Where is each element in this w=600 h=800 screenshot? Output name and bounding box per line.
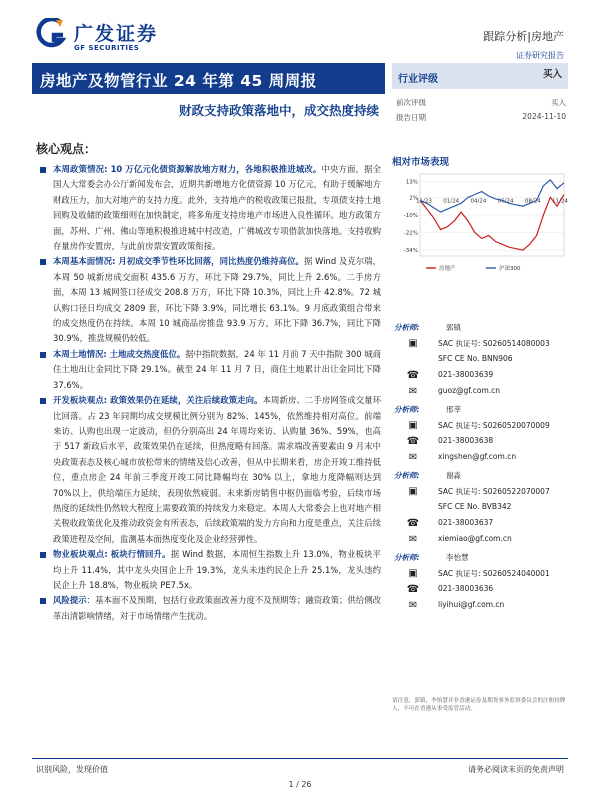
y-tick-label: 2% xyxy=(409,195,418,202)
paragraph-lead: 开发板块观点: 政策效果仍在延续，关注后续政策走向。 xyxy=(53,395,263,406)
analyst-cert: SAC 执证号: S0260522070007 xyxy=(438,487,550,496)
x-tick-label: 06/24 xyxy=(497,198,514,205)
chart-title: 相对市场表现 xyxy=(392,157,450,168)
analyst-card xyxy=(394,552,570,614)
analyst-phone: 021-38003638 xyxy=(438,436,494,445)
report-date-label: 报告日期 xyxy=(396,113,426,122)
y-tick-label: -10% xyxy=(403,213,418,219)
analyst-name: 邢莘 xyxy=(446,405,461,414)
bullet-square-icon xyxy=(40,259,46,265)
paragraph-text: 中央方面，据全国人大常委会办公厅新闻发布会，近期共新增地方化债资源 10 万亿元，有助于缓解地方财政压力，加大对地产的支持力度。此外，支持地产的税收政策已报批，专项债支持土地回购及收储的政策细则在加快制定，将多角度支持房地产市场进入良性循环。地方政策方面，苏州、广州、佛山等地积极推进城中村改造，广佛城改专项借款加快落地。支持收购存量房作安置房，与此前房票安置政策衔接。 xyxy=(53,164,381,252)
phone-icon: ☎ xyxy=(406,584,420,595)
bullet-square-icon xyxy=(40,552,46,558)
relative-performance-chart xyxy=(392,168,568,278)
bullet-square-icon xyxy=(40,398,46,404)
paragraph-lead: 本周土地情况: 土地成交热度低位。 xyxy=(53,348,186,359)
x-tick-label: 11/24 xyxy=(552,198,568,205)
paragraph-text: 本周新房、二手房网签成交量环比回落。占 23 年同期均成交规模比例分别为 82%、145%，依然维持相对高位。前端来访、认购也出现一定波动，但仍分别高出 24 年周均来访、认购量 36%、59%，也高于 517 新政后水平，政策效果仍在延续，但热度略有回落。需求端改善要素由 9 月末中央政策表态及核心城市放松带来的情绪及信心改善，但从中长期来看，房企开竣工维持低位，重点房企 24 年前三季度开竣工同比降幅均在 30% 以上，拿地力度降幅则达到 70%以上，供给端压力延续，表现依然疲弱。未来新房销售中枢仍面临考验，后续市场热度的延续性仍然较大程度上需要政策的持续发力来稳定。本周人大常委会上也对地产相关税收政策优化及推动政资金有所表态，后续政策端的发力方向和力度是重点，关注后续政策进程及空间，监测基本面热度变化及企业经营弹性。 xyxy=(53,395,382,544)
analyst-email[interactable]: xingshen@gf.com.cn xyxy=(438,452,517,461)
logo-text-cn: 广发证券 xyxy=(74,23,159,45)
series-line xyxy=(420,180,564,212)
property-management-paragraph xyxy=(36,547,381,593)
analyst-name: 郭镇 xyxy=(446,323,461,332)
license-note: 请注意，郭镇、李怡慧并非香港证券及期货事务监察委员会的注册持牌人，不可在香港从事受监管活动。 xyxy=(392,698,566,712)
paragraph-text: 据 Wind 数据，本周恒生指数上升 13.0%，物业板块平均上升 11.4%，其中龙头央国企上升 19.3%，龙头未违约民企上升 25.1%，龙头违约民企上升 18.8%，物业板块 PE7.5x。 xyxy=(53,549,382,590)
bullet-square-icon xyxy=(40,352,46,358)
report-title: 房地产及物管行业 24 年第 45 周周报 xyxy=(32,63,385,94)
y-tick-label: -22% xyxy=(403,230,418,237)
gf-logo-icon xyxy=(36,18,66,50)
paragraph-text: ：基本面不及预期，包括行业政策面改善力度不及预期等；融资政策；供给侧改革出清影响情绪，对于市场情绪产生扰动。 xyxy=(53,595,382,621)
paragraph-lead: 本周基本面情况: 月初成交季节性环比回落，同比热度仍维持高位。 xyxy=(53,256,304,267)
footer-slogan: 识别风险，发现价值 xyxy=(36,765,108,774)
report-date-value: 2024-11-10 xyxy=(522,112,566,121)
legend-label: 房地产 xyxy=(439,266,456,272)
email-icon: ✉ xyxy=(408,452,418,463)
analyst-cert: SAC 执证号: S0260524040001 xyxy=(438,569,550,578)
analyst-sfc: SFC CE No. BNN906 xyxy=(438,354,513,363)
company-logo xyxy=(36,18,176,54)
developer-paragraph xyxy=(36,393,381,547)
core-points-body xyxy=(36,162,381,624)
analyst-email[interactable]: liyihui@gf.com.cn xyxy=(438,600,505,609)
rating-label: 行业评级 xyxy=(398,74,438,85)
footer-disclaimer-link[interactable]: 请务必阅读末页的免责声明 xyxy=(468,765,564,774)
email-icon: ✉ xyxy=(408,600,418,611)
land-paragraph xyxy=(36,347,381,393)
email-icon: ✉ xyxy=(408,534,418,545)
y-tick-label: -34% xyxy=(403,248,418,255)
footer-divider xyxy=(32,758,568,759)
paragraph-text: 据 Wind 及克尔瑞，本周 50 城新房成交面积 435.6 万方，环比下降 29.7%，同比上升 2.6%。二手房方面，本周 13 城网签口径成交 208.8 万方，环比下降 10.3%，同比上升 42.8%。72 城认购口径日均成交 2809 套，环比下降 3.9%，同比增长 63.1%。9 月底政策组合带来的成交热度仍在持续。本周 10 城商品房推盘 93.9 万方，环比下降 36.7%，同比下降 30.9%，推盘规模仍较低。 xyxy=(53,256,381,344)
policy-paragraph xyxy=(36,162,381,254)
paragraph-text: 据中指院数据，24 年 11 月前 7 天中指院 300 城商住土地出让金同比下降 29.1%。截至 24 年 11 月 7 日，商住土地累计出让金同比下降 37.6%。 xyxy=(53,348,381,390)
analyst-list xyxy=(394,322,570,618)
analyst-card xyxy=(394,404,570,466)
analyst-role: 分析师: xyxy=(394,405,420,414)
analyst-role: 分析师: xyxy=(394,323,420,332)
rating-box xyxy=(392,63,568,89)
subcategory-label: 证券研究报告 xyxy=(516,51,564,60)
legend-label: 沪深300 xyxy=(499,266,521,272)
bullet-square-icon xyxy=(40,167,46,173)
analyst-email[interactable]: guoz@gf.com.cn xyxy=(438,386,501,395)
rating-value: 买入 xyxy=(542,69,562,80)
id-card-icon: ▣ xyxy=(408,420,418,431)
paragraph-lead: 本周政策情况: 10 万亿元化债资源解放地方财力，各地积极推进城改。 xyxy=(53,164,322,174)
risk-paragraph xyxy=(36,593,381,624)
report-date-row xyxy=(396,112,566,123)
analyst-sfc: SFC CE No. BVB342 xyxy=(438,502,512,511)
series-line xyxy=(420,195,564,251)
analyst-card xyxy=(394,322,570,400)
report-subtitle: 财政支持政策落地中，成交热度持续 xyxy=(178,103,379,118)
analyst-phone: 021-38003636 xyxy=(438,584,494,593)
category-label: 跟踪分析|房地产 xyxy=(483,30,564,43)
logo-text-en: GF SECURITIES xyxy=(74,44,140,52)
email-icon: ✉ xyxy=(408,386,418,397)
x-tick-label: 11/23 xyxy=(416,198,432,205)
analyst-name: 李怡慧 xyxy=(446,553,469,562)
x-tick-label: 01/24 xyxy=(443,198,460,205)
previous-rating-row xyxy=(396,97,566,108)
report-category xyxy=(483,28,564,61)
y-tick-label: 13% xyxy=(405,179,418,186)
id-card-icon: ▣ xyxy=(408,486,418,497)
paragraph-lead: 物业板块观点: 板块行情回升。 xyxy=(53,549,171,560)
x-tick-label: 04/24 xyxy=(470,198,487,205)
page-number: 1 / 26 xyxy=(288,780,312,789)
id-card-icon: ▣ xyxy=(408,568,418,579)
phone-icon: ☎ xyxy=(406,436,420,447)
analyst-name: 谢淼 xyxy=(446,471,461,480)
phone-icon: ☎ xyxy=(406,518,420,529)
id-card-icon: ▣ xyxy=(408,338,418,349)
core-points-heading: 核心观点： xyxy=(36,142,97,156)
phone-icon: ☎ xyxy=(406,370,420,381)
bullet-square-icon xyxy=(40,598,46,604)
analyst-email[interactable]: xiemiao@gf.com.cn xyxy=(438,534,512,543)
analyst-role: 分析师: xyxy=(394,471,420,480)
fundamentals-paragraph xyxy=(36,254,381,346)
previous-rating-label: 前次评级 xyxy=(396,98,426,107)
analyst-cert: SAC 执证号: S0260520070009 xyxy=(438,421,550,430)
previous-rating-value: 买入 xyxy=(551,98,566,107)
analyst-phone: 021-38003639 xyxy=(438,370,494,379)
analyst-cert: SAC 执证号: S0260514080003 xyxy=(438,339,550,348)
analyst-card xyxy=(394,470,570,548)
paragraph-lead: 风险提示 xyxy=(53,595,87,606)
x-tick-label: 08/24 xyxy=(524,198,541,205)
analyst-role: 分析师: xyxy=(394,553,420,562)
analyst-phone: 021-38003637 xyxy=(438,518,494,527)
